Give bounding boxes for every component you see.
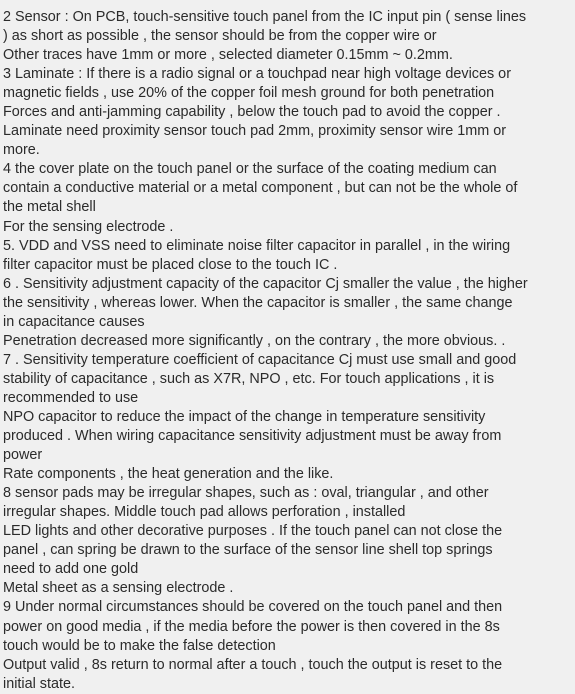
text-line: produced . When wiring capacitance sensitivity adjustment must be away from	[3, 428, 502, 445]
text-line: magnetic fields , use 20% of the copper foil mesh ground for both penetration	[3, 85, 495, 102]
text-line: 6 . Sensitivity adjustment capacity of the capacitor Cj smaller the value , the higher	[3, 275, 528, 292]
text-line: 3 Laminate : If there is a radio signal or a touchpad near high voltage devices or	[3, 66, 511, 83]
text-line: NPO capacitor to reduce the impact of the change in temperature sensitivity	[3, 408, 486, 425]
text-line: power	[3, 447, 43, 464]
text-line: stability of capacitance , such as X7R, NPO , etc. For touch applications , it is	[3, 370, 495, 387]
text-line: touch would be to make the false detection	[3, 637, 276, 654]
text-line: 5. VDD and VSS need to eliminate noise filter capacitor in parallel , in the wiring	[3, 237, 511, 254]
text-line: Rate components , the heat generation and the like.	[3, 466, 334, 483]
text-line: Output valid , 8s return to normal after a touch , touch the output is reset to the	[3, 656, 503, 673]
text-line: recommended to use	[3, 389, 139, 406]
text-line: LED lights and other decorative purposes . If the touch panel can not close the	[3, 523, 503, 540]
text-line: 8 sensor pads may be irregular shapes, such as : oval, triangular , and other	[3, 485, 489, 502]
text-line: Forces and anti-jamming capability , below the touch pad to avoid the copper .	[3, 104, 501, 121]
text-line: 7 . Sensitivity temperature coefficient of capacitance Cj must use small and good	[3, 351, 517, 368]
text-line: contain a conductive material or a metal component , but can not be the whole of	[3, 180, 518, 197]
text-line: irregular shapes. Middle touch pad allows perforation , installed	[3, 504, 406, 521]
text-line: 2 Sensor : On PCB, touch-sensitive touch panel from the IC input pin ( sense lines	[3, 9, 527, 25]
document-body	[3, 8, 573, 694]
text-line: 9 Under normal circumstances should be covered on the touch panel and then	[3, 599, 503, 616]
text-line: filter capacitor must be placed close to the touch IC .	[3, 256, 338, 273]
text-line: Penetration decreased more significantly , on the contrary , the more obvious. .	[3, 332, 506, 349]
text-line: the sensitivity , whereas lower. When the capacitor is smaller , the same change	[3, 294, 513, 311]
text-line: 4 the cover plate on the touch panel or the surface of the coating medium can	[3, 161, 497, 178]
text-line: need to add one gold	[3, 561, 139, 578]
text-line: more.	[3, 142, 40, 159]
text-line: in capacitance causes	[3, 313, 145, 330]
text-line: power on good media , if the media before the power is then covered in the 8s	[3, 618, 500, 635]
text-line: the metal shell	[3, 199, 96, 216]
text-line: Other traces have 1mm or more , selected diameter 0.15mm ~ 0.2mm.	[3, 47, 453, 64]
text-line: Laminate need proximity sensor touch pad 2mm, proximity sensor wire 1mm or	[3, 123, 507, 140]
text-line: ) as short as possible , the sensor should be from the copper wire or	[3, 28, 437, 45]
text-line: Metal sheet as a sensing electrode .	[3, 580, 234, 597]
text-line: panel , can spring be drawn to the surface of the sensor line shell top springs	[3, 542, 493, 559]
text-line: For the sensing electrode .	[3, 218, 174, 235]
text-line: initial state.	[3, 675, 75, 692]
